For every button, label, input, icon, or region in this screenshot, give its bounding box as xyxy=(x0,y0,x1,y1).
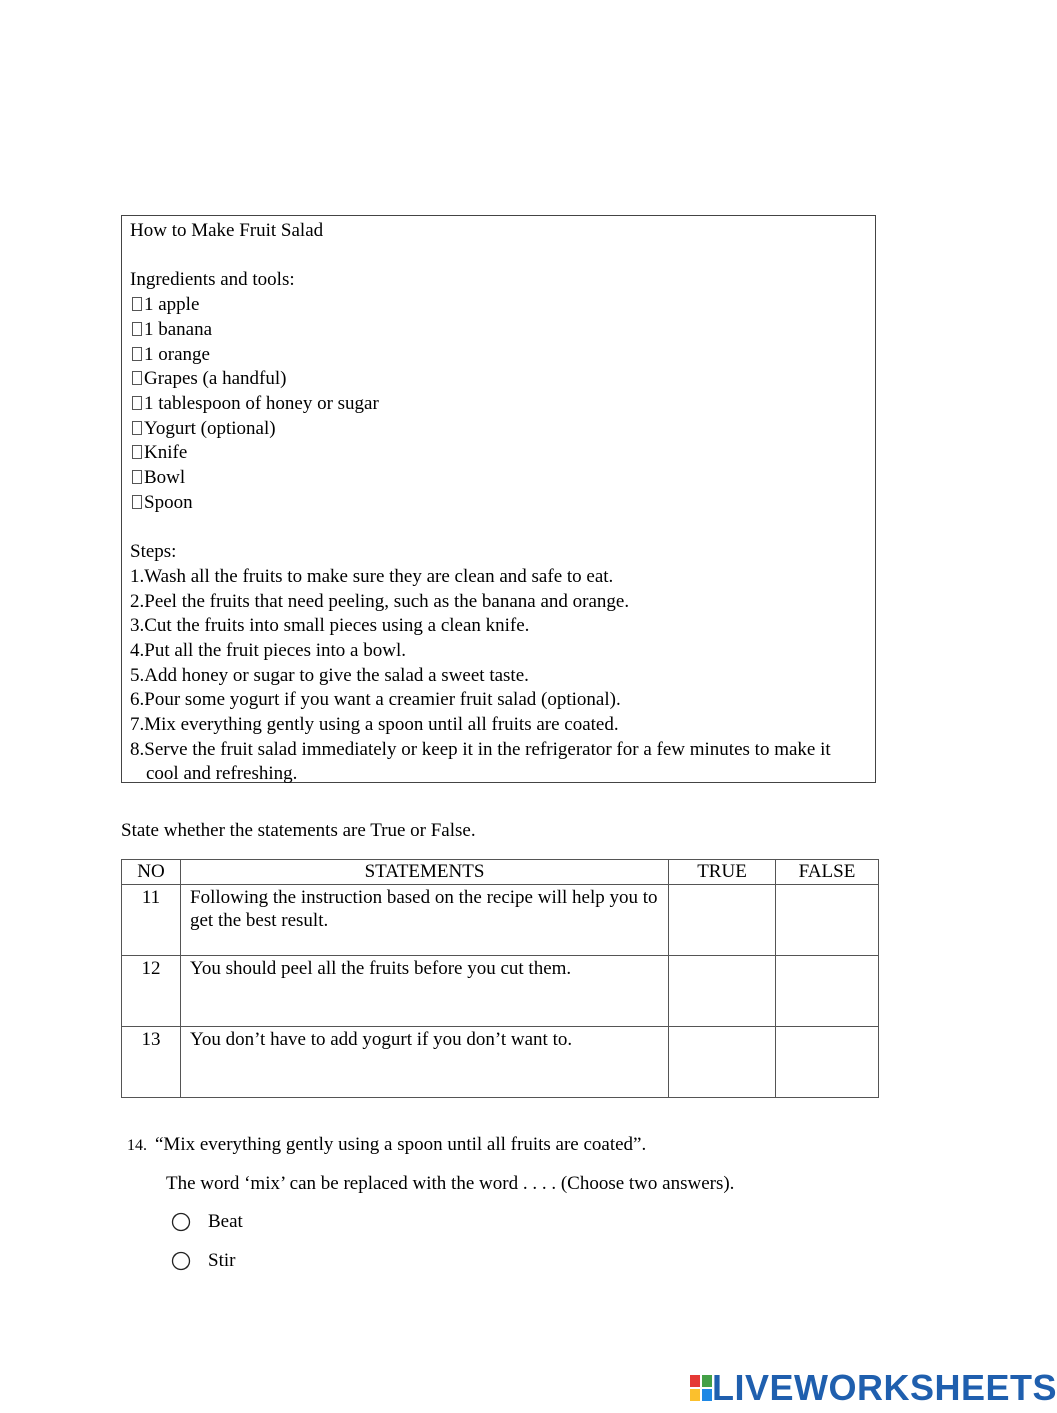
true-answer-cell[interactable] xyxy=(669,956,776,1027)
true-answer-cell[interactable] xyxy=(669,1027,776,1098)
ingredient-text: Knife xyxy=(144,442,188,464)
bullet-box-icon xyxy=(132,347,142,361)
bullet-box-icon xyxy=(132,396,142,410)
ingredient-item xyxy=(130,466,867,491)
ingredient-text: Bowl xyxy=(144,467,186,489)
header-statements: STATEMENTS xyxy=(181,860,669,885)
logo-text: LIVEWORKSHEETS xyxy=(712,1367,1057,1408)
question-14 xyxy=(127,1134,646,1156)
step-item: 4.Put all the fruit pieces into a bowl. xyxy=(130,639,406,661)
ingredient-item xyxy=(130,417,867,442)
bullet-box-icon xyxy=(132,322,142,336)
bullet-box-icon xyxy=(132,421,142,435)
header-false: FALSE xyxy=(776,860,879,885)
bullet-box-icon xyxy=(132,297,142,311)
question-quote: “Mix everything gently using a spoon until all fruits are coated”. xyxy=(155,1134,647,1155)
false-answer-cell[interactable] xyxy=(776,885,879,956)
liveworksheets-logo xyxy=(690,1367,1057,1408)
step-item: 3.Cut the fruits into small pieces using a clean knife. xyxy=(130,615,530,637)
header-true: TRUE xyxy=(669,860,776,885)
question-prompt: The word ‘mix’ can be replaced with the word . . . . (Choose two answers). xyxy=(166,1173,735,1194)
true-answer-cell[interactable] xyxy=(669,885,776,956)
row-statement: Following the instruction based on the recipe will help you to get the best result. xyxy=(181,885,669,956)
step-item: 7.Mix everything gently using a spoon until all fruits are coated. xyxy=(130,714,619,736)
question-number: 14. xyxy=(127,1137,147,1154)
ingredient-item xyxy=(130,367,867,392)
false-answer-cell[interactable] xyxy=(776,1027,879,1098)
option-label: Beat xyxy=(208,1211,243,1232)
step-item: 1.Wash all the fruits to make sure they are clean and safe to eat. xyxy=(130,565,614,587)
false-answer-cell[interactable] xyxy=(776,956,879,1027)
checkbox-icon[interactable] xyxy=(170,1211,192,1233)
ingredient-text: 1 orange xyxy=(144,343,210,365)
ingredient-text: 1 apple xyxy=(144,294,200,316)
ingredient-item xyxy=(130,392,867,417)
option-stir[interactable] xyxy=(170,1250,235,1272)
ingredient-item xyxy=(130,491,867,516)
row-statement: You don’t have to add yogurt if you don’t want to. xyxy=(181,1027,669,1098)
true-false-instruction: State whether the statements are True or False. xyxy=(121,820,476,841)
logo-blocks-icon xyxy=(690,1375,712,1401)
checkbox-icon[interactable] xyxy=(170,1250,192,1272)
step-item: 5.Add honey or sugar to give the salad a sweet taste. xyxy=(130,664,529,686)
row-number: 12 xyxy=(122,956,181,1027)
ingredient-text: Spoon xyxy=(144,491,193,513)
recipe-title: How to Make Fruit Salad xyxy=(130,220,324,241)
bullet-box-icon xyxy=(132,495,142,509)
true-false-table xyxy=(121,859,879,1098)
ingredient-text: 1 banana xyxy=(144,318,213,340)
row-number: 13 xyxy=(122,1027,181,1098)
ingredients-heading: Ingredients and tools: xyxy=(130,269,295,291)
ingredient-item xyxy=(130,441,867,466)
ingredient-text: Yogurt (optional) xyxy=(144,417,276,439)
steps-heading: Steps: xyxy=(130,541,177,563)
bullet-box-icon xyxy=(132,470,142,484)
step-item: 6.Pour some yogurt if you want a creamier fruit salad (optional). xyxy=(130,689,621,711)
ingredients-list xyxy=(130,293,867,515)
bullet-box-icon xyxy=(132,445,142,459)
step-item: 8.Serve the fruit salad immediately or keep it in the refrigerator for a few minutes to make it cool and refreshing. xyxy=(130,738,831,785)
table-row xyxy=(122,1027,879,1098)
ingredient-item xyxy=(130,293,867,318)
bullet-box-icon xyxy=(132,371,142,385)
steps-list xyxy=(130,565,867,787)
ingredient-item xyxy=(130,343,867,368)
option-beat[interactable] xyxy=(170,1211,243,1233)
row-statement: You should peel all the fruits before you cut them. xyxy=(181,956,669,1027)
row-number: 11 xyxy=(122,885,181,956)
recipe-box xyxy=(121,215,876,783)
ingredient-item xyxy=(130,318,867,343)
ingredient-text: 1 tablespoon of honey or sugar xyxy=(144,392,379,414)
step-item: 2.Peel the fruits that need peeling, such as the banana and orange. xyxy=(130,590,630,612)
option-label: Stir xyxy=(208,1250,236,1271)
table-row xyxy=(122,885,879,956)
table-row xyxy=(122,956,879,1027)
ingredient-text: Grapes (a handful) xyxy=(144,368,287,390)
header-no: NO xyxy=(122,860,181,885)
